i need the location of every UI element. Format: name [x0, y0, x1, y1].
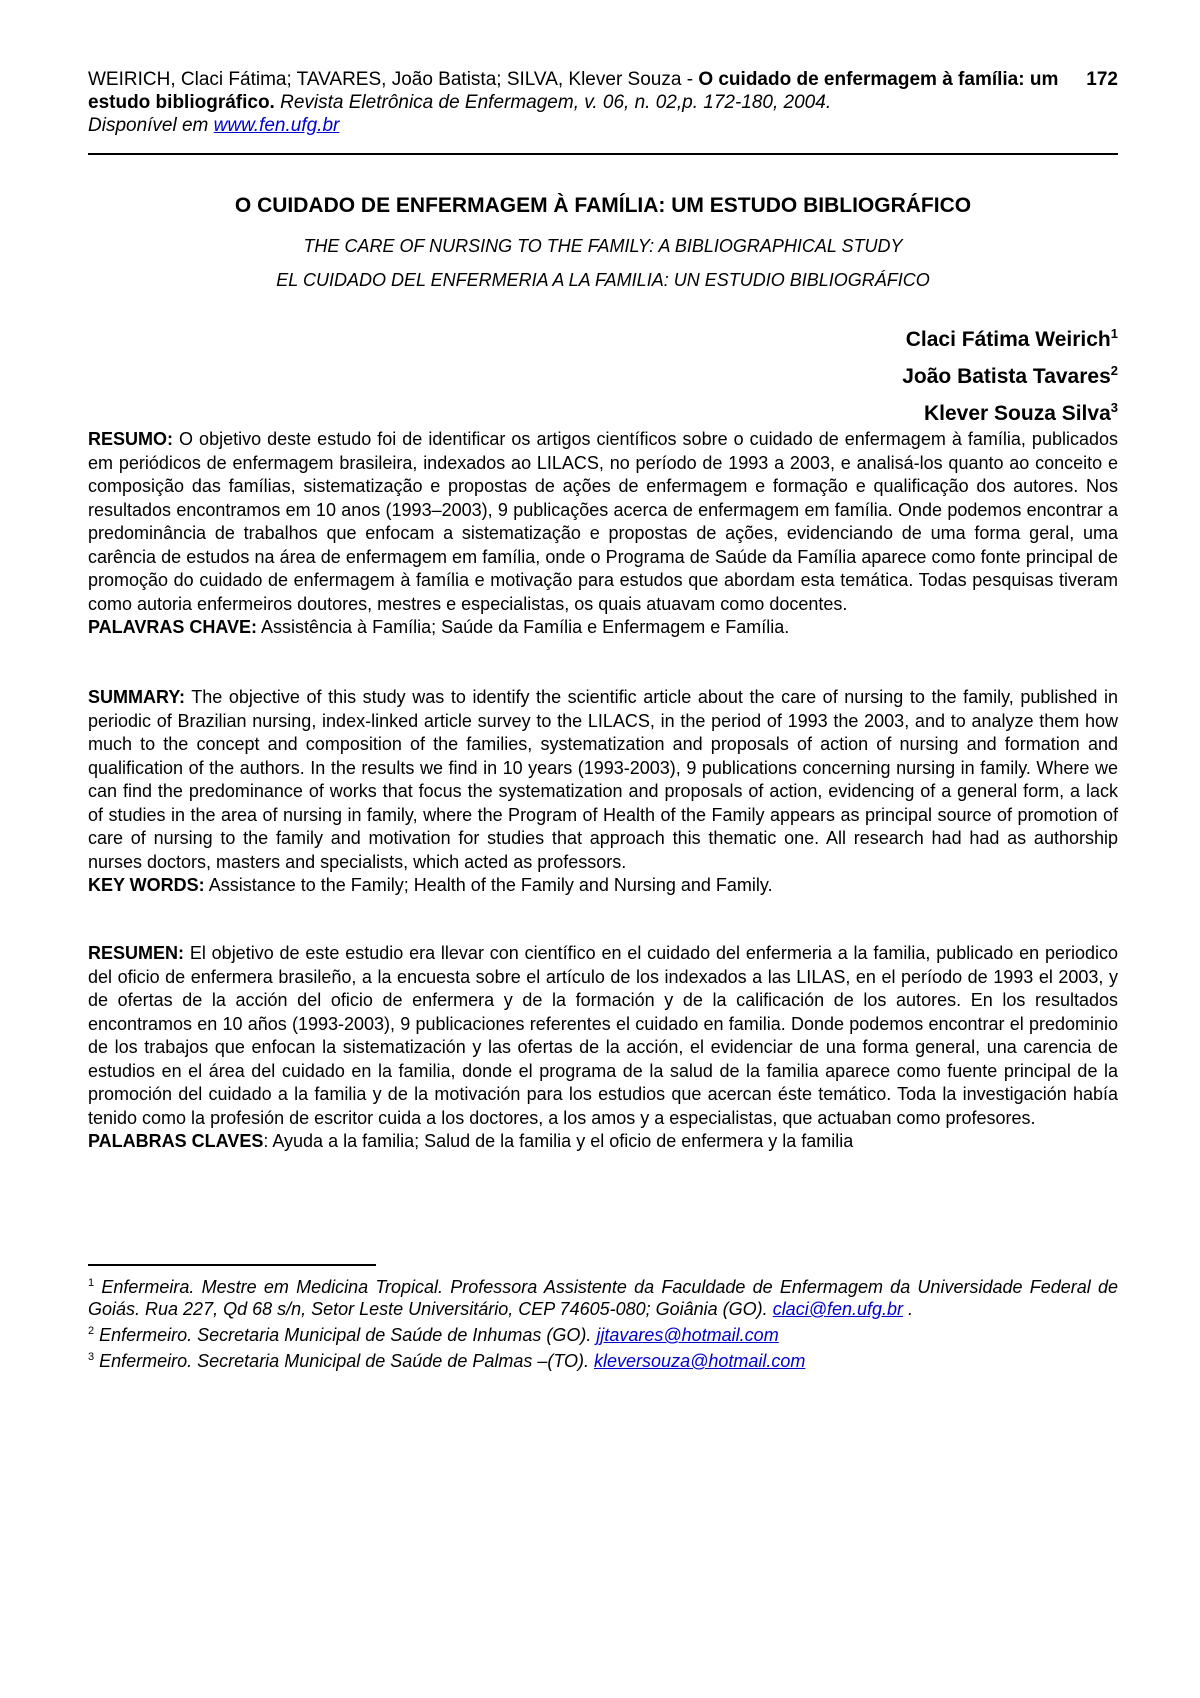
author-2: João Batista Tavares$^2$ — [902, 363, 1118, 388]
footnote-rule — [88, 1264, 376, 1266]
page-number: 172 — [1086, 69, 1118, 90]
author-3: Klever Souza Silva$^3$ — [924, 400, 1118, 425]
palavras-chave-text: Assistência à Família; Saúde da Família e Enfermagem e Família. — [257, 617, 790, 637]
header-rule — [88, 153, 1118, 155]
abstract-english — [88, 686, 1118, 898]
palavras-chave-label: PALAVRAS CHAVE: — [88, 617, 258, 637]
abstract-portuguese — [88, 428, 1118, 640]
footnote-2-email[interactable]: jjtavares@hotmail.com — [596, 1325, 779, 1345]
resumo-label: RESUMO: — [88, 429, 173, 449]
resumo-text: O objetivo deste estudo foi de identificar os artigos científicos sobre o cuidado de enfermagem à família, publicados em periódicos de enfermagem brasileira, indexados ao LILACS, no período de 1993 a 2003, e analisá-los quanto ao conceito e composição das famílias, sistematização e propostas de ações de enfermagem e formação e qualificação dos autores. Nos resultados encontramos em 10 anos (1993–2003), 9 publicações acerca de enfermagem em família. Onde podemos encontrar a predominância de trabalhos que enfocam a sistematização e propostas de ações, evidenciando de uma forma geral, uma carência de estudos na área de enfermagem em família, onde o Programa de Saúde da Família aparece como fonte principal de promoção do cuidado de enfermagem à família e motivação para estudos que abordam esta temática. Todas pesquisas tiveram como autoria enfermeiros doutores, mestres e especialistas, os quais atuavam como docentes. — [88, 429, 1118, 614]
resumen-text: El objetivo de este estudio era llevar con científico en el cuidado del enfermeria a la familia, publicado en periodico del oficio de enfermera brasileño, a la encuesta sobre el artículo de los indexados a las LILAS, en el período de 1993 el 2003, y de ofertas de la acción del oficio de enfermera y de la formación y de la calificación de los autores. En los resultados encontramos en 10 años (1993-2003), 9 publicaciones referentes el cuidado en familia. Donde podemos encontrar el predominio de los trabajos que enfocan la sistematización y las ofertas de la acción, el evidenciar de una forma general, una carencia de estudios en el área del cuidado en la familia, donde el programa de la salud de la familia aparece como fuente principal de la promoción del cuidado a la familia y de la motivación para los estudios que acercan éste temático. Toda la investigación había tenido como la profesión de escritor cuida a los doctores, a los amos y a especialistas, que actuaban como profesores. — [88, 943, 1118, 1128]
citation-journal: Revista Eletrônica de Enfermagem, v. 06, n. 02,p. 172-180, 2004. — [274, 92, 832, 113]
citation-header — [88, 68, 1118, 137]
author-list — [902, 318, 1118, 429]
footnote-1-email[interactable]: claci@fen.ufg.br — [772, 1299, 904, 1319]
summary-text: The objective of this study was to identify the scientific article about the care of nursing to the family, published in periodic of Brazilian nursing, index-linked article survey to the LILACS, in the period of 1993 the 2003, and to analyze them how much to the concept and composition of the families, systematization and proposals of action of nursing and formation and qualification of the authors. In the results we find in 10 years (1993-2003), 9 publications concerning nursing in family. Where we can find the predominance of works that focus the systematization and proposals of action, evidencing of a general form, a lack of studies in the area of nursing in family, where the Program of Health of the Family appears as principal source of promotion of care of nursing to the family and motivation for studies that approach this thematic one. All research had had as authorship nurses doctors, masters and specialists, which acted as professors. — [88, 687, 1118, 872]
title-english: THE CARE OF NURSING TO THE FAMILY: A BIBLIOGRAPHICAL STUDY — [303, 236, 903, 256]
key-words-label: KEY WORDS: — [88, 875, 205, 895]
journal-link[interactable]: www.fen.ufg.br — [213, 115, 340, 136]
citation-authors: WEIRICH, Claci Fátima; TAVARES, João Batista; SILVA, Klever Souza - — [88, 69, 699, 90]
palabras-claves-label: PALABRAS CLAVES — [88, 1131, 264, 1151]
available-prefix: Disponível em — [88, 115, 214, 136]
footnotes — [88, 1272, 1118, 1372]
abstract-spanish — [88, 942, 1118, 1154]
title-spanish: EL CUIDADO DEL ENFERMERIA A LA FAMILIA: UN ESTUDIO BIBLIOGRÁFICO — [276, 270, 930, 290]
citation-title: O cuidado de enfermagem à família: um estudo bibliográfico. — [88, 69, 1059, 113]
palabras-claves-text: : Ayuda a la familia; Salud de la familia y el oficio de enfermera y la familia — [263, 1131, 854, 1151]
resumen-label: RESUMEN: — [88, 943, 185, 963]
footnote-3-email[interactable]: kleversouza@hotmail.com — [594, 1351, 806, 1371]
footnote-3: $^3$ Enfermeiro. Secretaria Municipal de Saúde de Palmas –(TO). kleversouza@hotmail.com — [88, 1351, 806, 1371]
key-words-text: Assistance to the Family; Health of the Family and Nursing and Family. — [204, 875, 773, 895]
title-portuguese: O CUIDADO DE ENFERMAGEM À FAMÍLIA: UM ESTUDO BIBLIOGRÁFICO — [234, 194, 972, 217]
footnote-2: $^2$ Enfermeiro. Secretaria Municipal de Saúde de Inhumas (GO). jjtavares@hotmail.com — [88, 1325, 779, 1345]
summary-label: SUMMARY: — [88, 687, 185, 707]
footnote-1: $^1$ Enfermeira. Mestre em Medicina Tropical. Professora Assistente da Faculdade de Enfermagem da Universidade Federal de Goiás. Rua 227, Qd 68 s/n, Setor Leste Universitário, CEP 74605-080; Goiânia (GO). claci@fen.ufg.br . — [88, 1277, 1118, 1319]
author-1: Claci Fátima Weirich$^1$ — [905, 326, 1118, 351]
